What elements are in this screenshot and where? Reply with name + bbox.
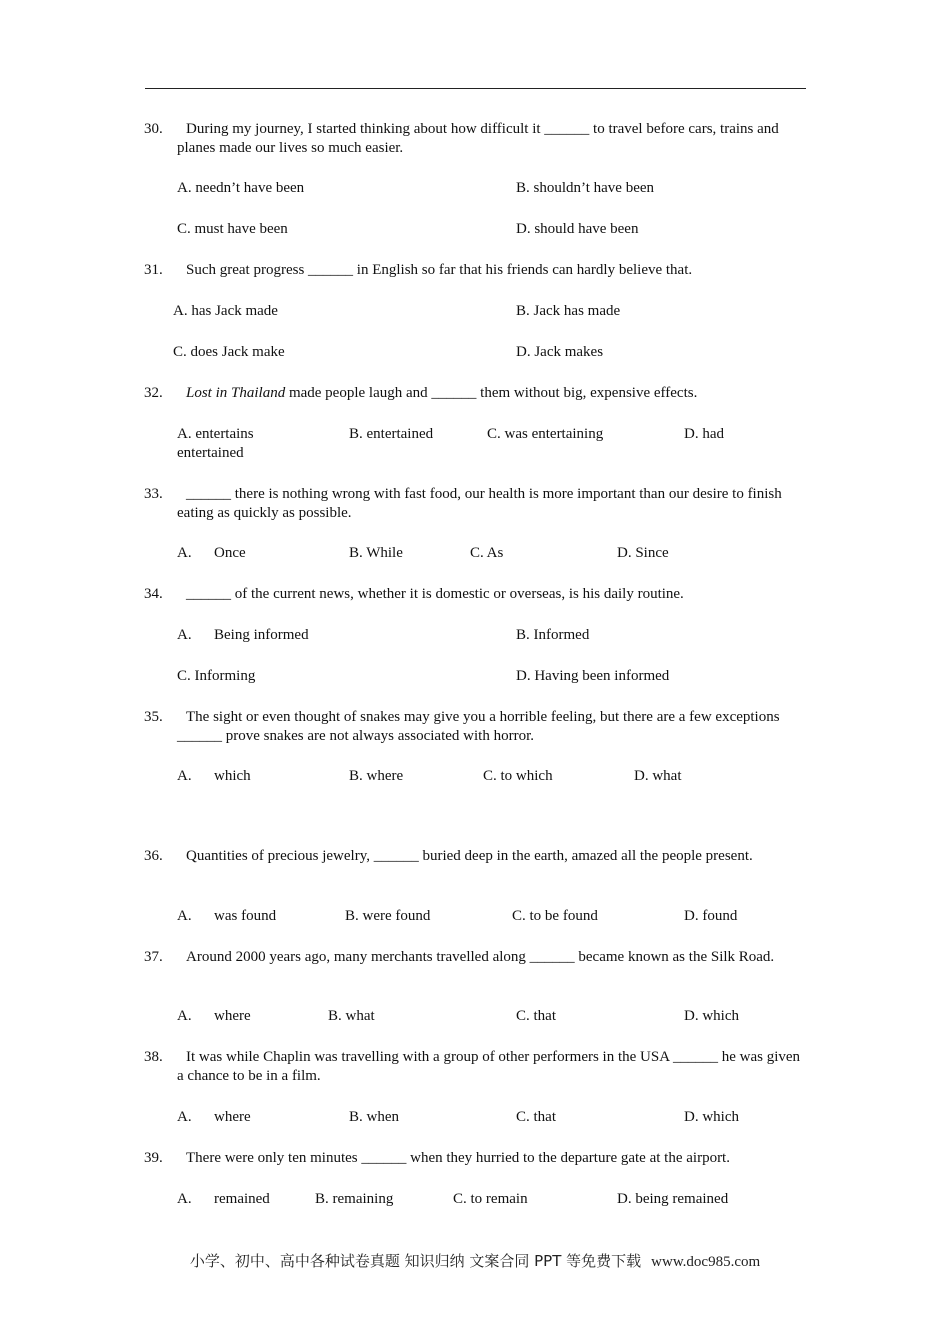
option-d[interactable]: D. Since (617, 545, 669, 561)
option-d[interactable]: D. being remained (617, 1191, 729, 1207)
option-d[interactable]: D. had (684, 426, 724, 442)
option-a-letter: A. (177, 908, 192, 924)
option-a[interactable]: remained (214, 1191, 270, 1207)
question-number: 38. (144, 1049, 163, 1065)
option-d[interactable]: D. should have been (516, 221, 639, 237)
option-b[interactable]: B. remaining (315, 1191, 394, 1207)
option-a-letter: A. (177, 627, 192, 643)
option-a-letter: A. (177, 1191, 192, 1207)
option-a[interactable]: where (214, 1008, 251, 1024)
option-c[interactable]: C. was entertaining (487, 426, 604, 442)
option-d-continued[interactable]: entertained (177, 445, 244, 461)
option-c[interactable]: C. to be found (512, 908, 598, 924)
question-text (144, 384, 804, 403)
question-number: 31. (144, 262, 163, 278)
option-a[interactable]: Once (214, 545, 246, 561)
header-rule (145, 88, 806, 89)
option-a[interactable]: Being informed (214, 627, 309, 643)
question-37 (144, 948, 804, 967)
option-d[interactable]: D. what (634, 768, 682, 784)
option-c[interactable]: C. must have been (177, 221, 288, 237)
option-c[interactable]: C. to which (483, 768, 553, 784)
option-d[interactable]: D. Having been informed (516, 668, 670, 684)
question-text: ______ of the current news, whether it is domestic or overseas, is his daily routine. (186, 586, 684, 602)
question-text: Such great progress ______ in English so far that his friends can hardly believe that. (186, 262, 693, 278)
question-number: 36. (144, 848, 163, 864)
question-number: 32. (144, 385, 163, 401)
option-a-letter: A. (177, 1008, 192, 1024)
question-34 (144, 585, 804, 604)
option-d[interactable]: D. which (684, 1109, 739, 1125)
question-number: 30. (144, 121, 163, 137)
footer-url[interactable]: www.doc985.com (651, 1254, 761, 1270)
option-b[interactable]: B. where (349, 768, 404, 784)
question-31 (144, 261, 804, 280)
option-d[interactable]: D. Jack makes (516, 344, 604, 360)
question-39 (144, 1149, 804, 1168)
question-33 (144, 485, 804, 523)
question-text: There were only ten minutes ______ when they hurried to the departure gate at the airport. (186, 1150, 730, 1166)
option-b[interactable]: B. were found (345, 908, 431, 924)
option-b[interactable]: B. when (349, 1109, 399, 1125)
option-b[interactable]: B. While (349, 545, 403, 561)
option-c[interactable]: C. As (470, 545, 504, 561)
option-a[interactable]: was found (214, 908, 277, 924)
option-d[interactable]: D. found (684, 908, 738, 924)
question-text-rest: made people laugh and ______ them without big, expensive effects. (285, 385, 698, 401)
option-a[interactable]: A. needn’t have been (177, 180, 305, 196)
page-footer (0, 1250, 950, 1271)
option-c[interactable]: C. that (516, 1008, 556, 1024)
question-text: Quantities of precious jewelry, ______ buried deep in the earth, amazed all the people present. (186, 848, 753, 864)
question-35 (144, 708, 804, 746)
option-b[interactable]: B. Informed (516, 627, 590, 643)
option-a-letter: A. (177, 545, 192, 561)
option-c[interactable]: C. to remain (453, 1191, 528, 1207)
option-b[interactable]: B. Jack has made (516, 303, 621, 319)
question-text: Around 2000 years ago, many merchants travelled along ______ became known as the Silk Road. (186, 949, 775, 965)
film-title: Lost in Thailand (186, 385, 286, 401)
option-b[interactable]: B. shouldn’t have been (516, 180, 655, 196)
question-30 (144, 120, 804, 158)
option-c[interactable]: C. Informing (177, 668, 256, 684)
option-a[interactable]: where (214, 1109, 251, 1125)
question-number: 35. (144, 709, 163, 725)
option-a-letter: A. (177, 1109, 192, 1125)
option-b[interactable]: B. what (328, 1008, 375, 1024)
question-38 (144, 1048, 804, 1086)
option-d[interactable]: D. which (684, 1008, 739, 1024)
question-number: 39. (144, 1150, 163, 1166)
question-text: ______ there is nothing wrong with fast food, our health is more important than our desire to finish eating as quickly as possible. (177, 486, 782, 521)
question-number: 34. (144, 586, 163, 602)
question-text: It was while Chaplin was travelling with a group of other performers in the USA ______ he was given a chance to be in a film. (177, 1049, 801, 1084)
question-36 (144, 847, 804, 866)
question-text: During my journey, I started thinking about how difficult it ______ to travel before cars, trains and planes made our lives so much easier. (177, 121, 779, 156)
option-a[interactable]: A. has Jack made (173, 303, 278, 319)
option-a[interactable]: A. entertains (177, 426, 254, 442)
option-a-letter: A. (177, 768, 192, 784)
option-b[interactable]: B. entertained (349, 426, 434, 442)
footer-text: 小学、初中、高中各种试卷真题 知识归纳 文案合同 PPT 等免费下载 (189, 1252, 642, 1270)
question-number: 33. (144, 486, 163, 502)
option-c[interactable]: C. that (516, 1109, 556, 1125)
question-text: The sight or even thought of snakes may give you a horrible feeling, but there are a few exceptions ______ prove snakes are not always associated with horror. (177, 709, 780, 744)
question-32 (144, 384, 804, 403)
question-number: 37. (144, 949, 163, 965)
option-c[interactable]: C. does Jack make (173, 344, 285, 360)
option-a[interactable]: which (214, 768, 251, 784)
